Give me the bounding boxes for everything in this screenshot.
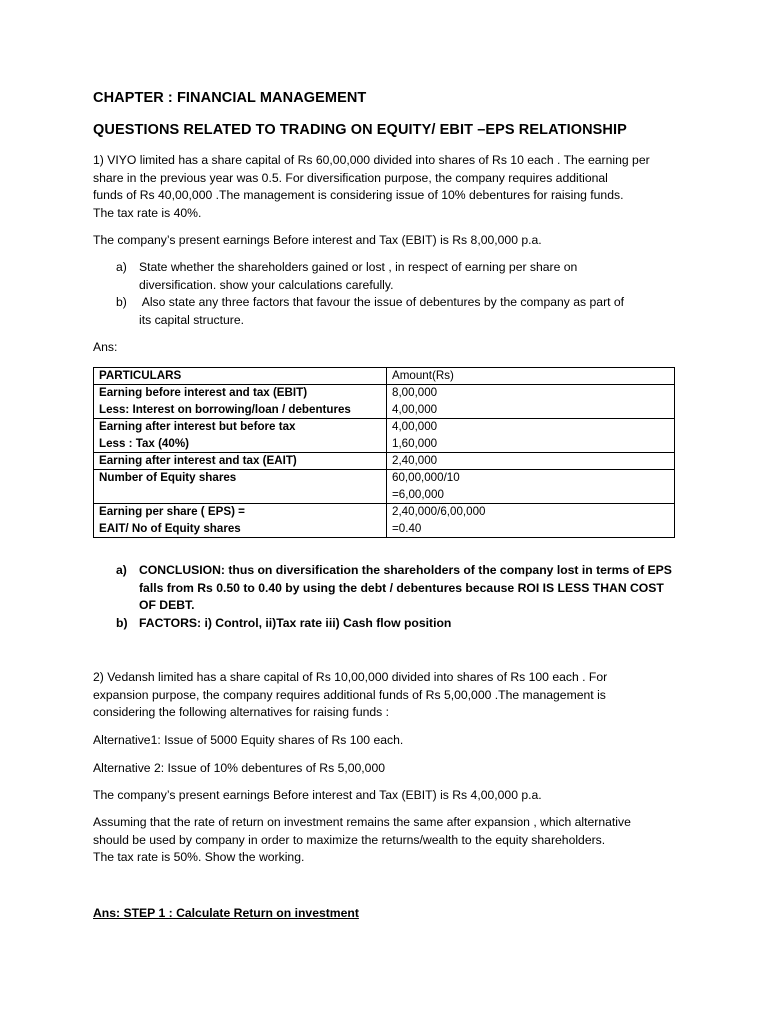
ans-label: Ans: [93, 340, 118, 354]
q2-alternative-1: Alternative1: Issue of 5000 Equity shares of Rs 100 each. [93, 733, 404, 747]
table-cell: Number of Equity shares [94, 470, 387, 504]
list-line: CONCLUSION: thus on diversification the shareholders of the company lost in terms of EPS [139, 563, 672, 577]
q1-line: 1) VIYO limited has a share capital of Rs 60,00,000 divided into shares of Rs 10 each . The earning per [93, 153, 650, 167]
list-line: diversification. show your calculations carefully. [139, 277, 394, 292]
q2-line: expansion purpose, the company requires additional funds of Rs 5,00,000 .The management is [93, 687, 606, 702]
list-marker: b) [116, 616, 128, 630]
list-line: Also state any three factors that favour the issue of debentures by the company as part of [139, 295, 625, 309]
table-cell: PARTICULARS [94, 368, 387, 385]
table-cell: Earning before interest and tax (EBIT) Less: Interest on borrowing/loan / debentures [94, 385, 387, 419]
table-cell: 8,00,000 4,00,000 [387, 385, 675, 419]
table-cell: 2,40,000 [387, 453, 675, 470]
table-cell: 60,00,000/10 =6,00,000 [387, 470, 675, 504]
table-row [94, 419, 675, 453]
table-cell: Earning per share ( EPS) = EAIT/ No of Equity shares [94, 504, 387, 538]
table-cell: Amount(Rs) [387, 368, 675, 385]
q1-text [93, 152, 650, 222]
list-marker: a) [116, 563, 127, 577]
table-row [94, 385, 675, 419]
table-row [94, 453, 675, 470]
table-row [94, 368, 675, 385]
list-line: State whether the shareholders gained or lost , in respect of earning per share on [139, 260, 578, 274]
q2-line: Assuming that the rate of return on investment remains the same after expansion , which alternative [93, 815, 631, 829]
q1-line: The tax rate is 40%. [93, 205, 202, 220]
q2-line: The tax rate is 50%. Show the working. [93, 850, 305, 864]
table-row [94, 470, 675, 504]
q2-answer-step: Ans: STEP 1 : Calculate Return on investment [93, 906, 359, 920]
q1-line: share in the previous year was 0.5. For diversification purpose, the company requires additional [93, 170, 608, 185]
q2-alternative-2: Alternative 2: Issue of 10% debentures of Rs 5,00,000 [93, 761, 386, 775]
section-title: QUESTIONS RELATED TO TRADING ON EQUITY/ EBIT –EPS RELATIONSHIP [93, 122, 627, 138]
table-cell: 4,00,000 1,60,000 [387, 419, 675, 453]
list-marker: a) [116, 260, 127, 274]
table-cell: 2,40,000/6,00,000 =0.40 [387, 504, 675, 538]
list-line: OF DEBT. [139, 598, 195, 612]
q2-text [93, 669, 607, 722]
list-marker: b) [116, 295, 127, 309]
table-row [94, 504, 675, 538]
q2-assumption [93, 814, 631, 867]
q2-line: 2) Vedansh limited has a share capital of Rs 10,00,000 divided into shares of Rs 100 each . For [93, 670, 608, 684]
q1-line: funds of Rs 40,00,000 .The management is considering issue of 10% debentures for raising funds. [93, 188, 624, 202]
q2-line: considering the following alternatives for raising funds : [93, 705, 390, 719]
list-line: falls from Rs 0.50 to 0.40 by using the debt / debentures because ROI IS LESS THAN COST [139, 580, 664, 595]
table-cell: Earning after interest but before tax Less : Tax (40%) [94, 419, 387, 453]
chapter-title: CHAPTER : FINANCIAL MANAGEMENT [93, 90, 367, 106]
table-cell: Earning after interest and tax (EAIT) [94, 453, 387, 470]
eps-table [93, 367, 675, 538]
list-line: FACTORS: i) Control, ii)Tax rate iii) Cash flow position [139, 616, 452, 630]
list-line: its capital structure. [139, 312, 244, 327]
q2-line: should be used by company in order to maximize the returns/wealth to the equity shareholders. [93, 832, 606, 847]
q2-ebit-line: The company’s present earnings Before interest and Tax (EBIT) is Rs 4,00,000 p.a. [93, 788, 542, 802]
q1-ebit-line: The company’s present earnings Before interest and Tax (EBIT) is Rs 8,00,000 p.a. [93, 233, 542, 247]
